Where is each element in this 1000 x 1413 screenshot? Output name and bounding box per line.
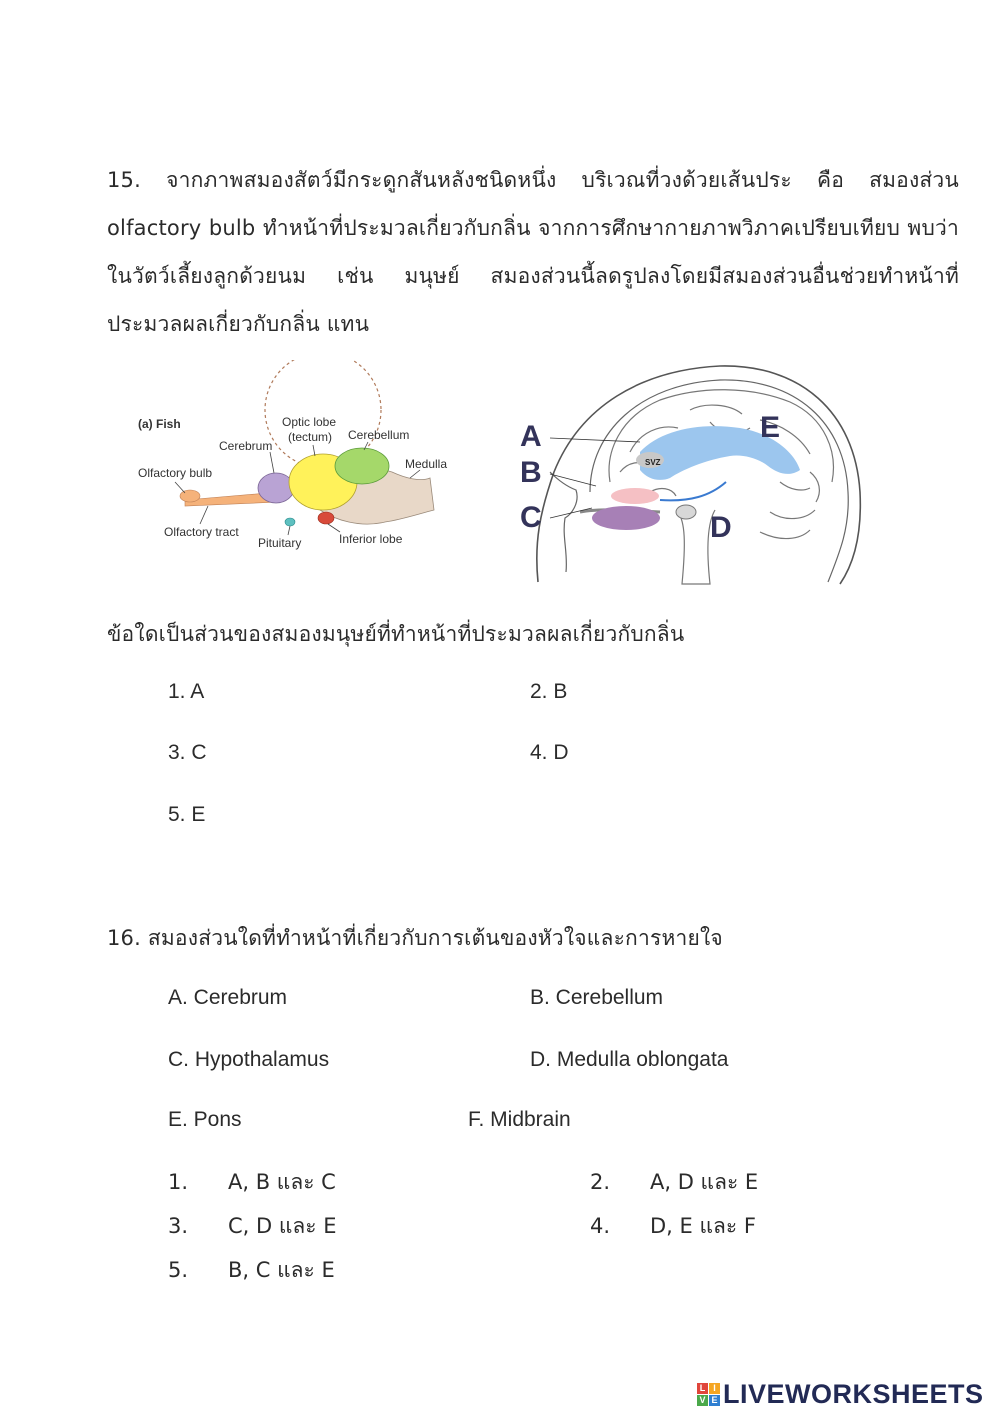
pons-shape (676, 505, 696, 519)
answer-text: B, C และ E (228, 1258, 335, 1282)
answer-text: C, D และ E (228, 1214, 337, 1238)
q16-answer-1[interactable] (168, 1167, 336, 1197)
q15-option-4[interactable]: 4. D (530, 741, 569, 764)
label-olfactory-tract: Olfactory tract (164, 525, 239, 539)
fish-caption: (a) Fish (138, 417, 181, 431)
q15-option-2[interactable]: 2. B (530, 680, 568, 703)
label-letter-c: C (520, 501, 542, 534)
label-inferior-lobe: Inferior lobe (339, 532, 403, 546)
olfactory-bulb-shape (180, 490, 200, 502)
q16-part-c: C. Hypothalamus (168, 1048, 330, 1071)
question-15-text: 15. จากภาพสมองสัตว์มีกระดูกสันหลังชนิดหนึ่ง บริเวณที่วงด้วยเส้นประ คือ สมองส่วน olfactory bulb ทำหน้าที่ประมวลเกี่ยวกับกลิ่น จากการศึกษากายภาพวิภาคเปรียบเทียบ พบว่าในวัตว์เลี้ยงลูกด้วยนม เช่น มนุษย์ สมองส่วนนี้ลดรูปลงโดยมีสมองส่วนอื่นช่วยทำหน้าที่ประมวลผลเกี่ยวกับกลิ่น แทน (107, 168, 959, 336)
liveworksheets-logo-icon (697, 1383, 720, 1406)
inferior-lobe-shape (318, 512, 334, 524)
q16-part-b: B. Cerebellum (530, 986, 664, 1009)
q16-answer-4[interactable] (590, 1211, 756, 1241)
q16-part-f: F. Midbrain (468, 1108, 571, 1131)
answer-text: D, E และ F (650, 1214, 756, 1238)
fish-brain-figure (130, 360, 460, 560)
label-optic-lobe-line2: (tectum) (288, 430, 333, 444)
q16-answer-2[interactable] (590, 1167, 758, 1197)
label-cerebellum: Cerebellum (348, 428, 410, 442)
answer-text: A, D และ E (650, 1170, 759, 1194)
label-letter-d: D (710, 511, 732, 544)
cerebellum-shape (335, 448, 389, 484)
label-letter-b: B (520, 456, 542, 489)
label-optic-lobe-line1: Optic lobe (282, 415, 337, 429)
q16-part-a: A. Cerebrum (168, 986, 288, 1009)
q16-part-d: D. Medulla oblongata (530, 1048, 729, 1071)
label-cerebrum: Cerebrum (219, 439, 273, 453)
answer-number: 5. (168, 1258, 189, 1282)
q16-part-e: E. Pons (168, 1108, 242, 1131)
answer-number: 4. (590, 1214, 611, 1238)
q16-answer-3[interactable] (168, 1211, 337, 1241)
logo-tile-l: L (697, 1383, 708, 1394)
q15-option-3[interactable]: 3. C (168, 741, 207, 764)
cerebrum-shape (258, 473, 294, 503)
liveworksheets-brand: LIVEWORKSHEETS (723, 1378, 984, 1409)
human-brain-figure (510, 362, 870, 586)
logo-tile-i: I (709, 1383, 720, 1394)
question-16-text: 16. สมองส่วนใดที่ทำหน้าที่เกี่ยวกับการเต้นของหัวใจและการหายใจ (107, 926, 723, 950)
label-letter-a: A (520, 420, 542, 453)
label-pituitary: Pituitary (258, 536, 302, 550)
answer-text: A, B และ C (228, 1170, 336, 1194)
label-letter-e: E (760, 411, 781, 444)
olfactory-region (611, 488, 659, 504)
liveworksheets-footer[interactable] (697, 1376, 984, 1412)
answer-number: 2. (590, 1170, 611, 1194)
svz-label: SVZ (645, 458, 661, 467)
answer-number: 1. (168, 1170, 189, 1194)
label-medulla: Medulla (405, 457, 448, 471)
logo-tile-e: E (709, 1395, 720, 1406)
q15-option-5[interactable]: 5. E (168, 803, 206, 826)
label-olfactory-bulb: Olfactory bulb (138, 466, 213, 480)
question-15-prompt: ข้อใดเป็นส่วนของสมองมนุษย์ที่ทำหน้าที่ประมวลผลเกี่ยวกับกลิ่น (107, 622, 685, 646)
logo-tile-v: V (697, 1395, 708, 1406)
q15-option-1[interactable]: 1. A (168, 680, 205, 703)
hypothalamus-region (592, 506, 660, 530)
pituitary-shape (285, 518, 295, 526)
q16-answer-5[interactable] (168, 1255, 335, 1285)
answer-number: 3. (168, 1214, 189, 1238)
